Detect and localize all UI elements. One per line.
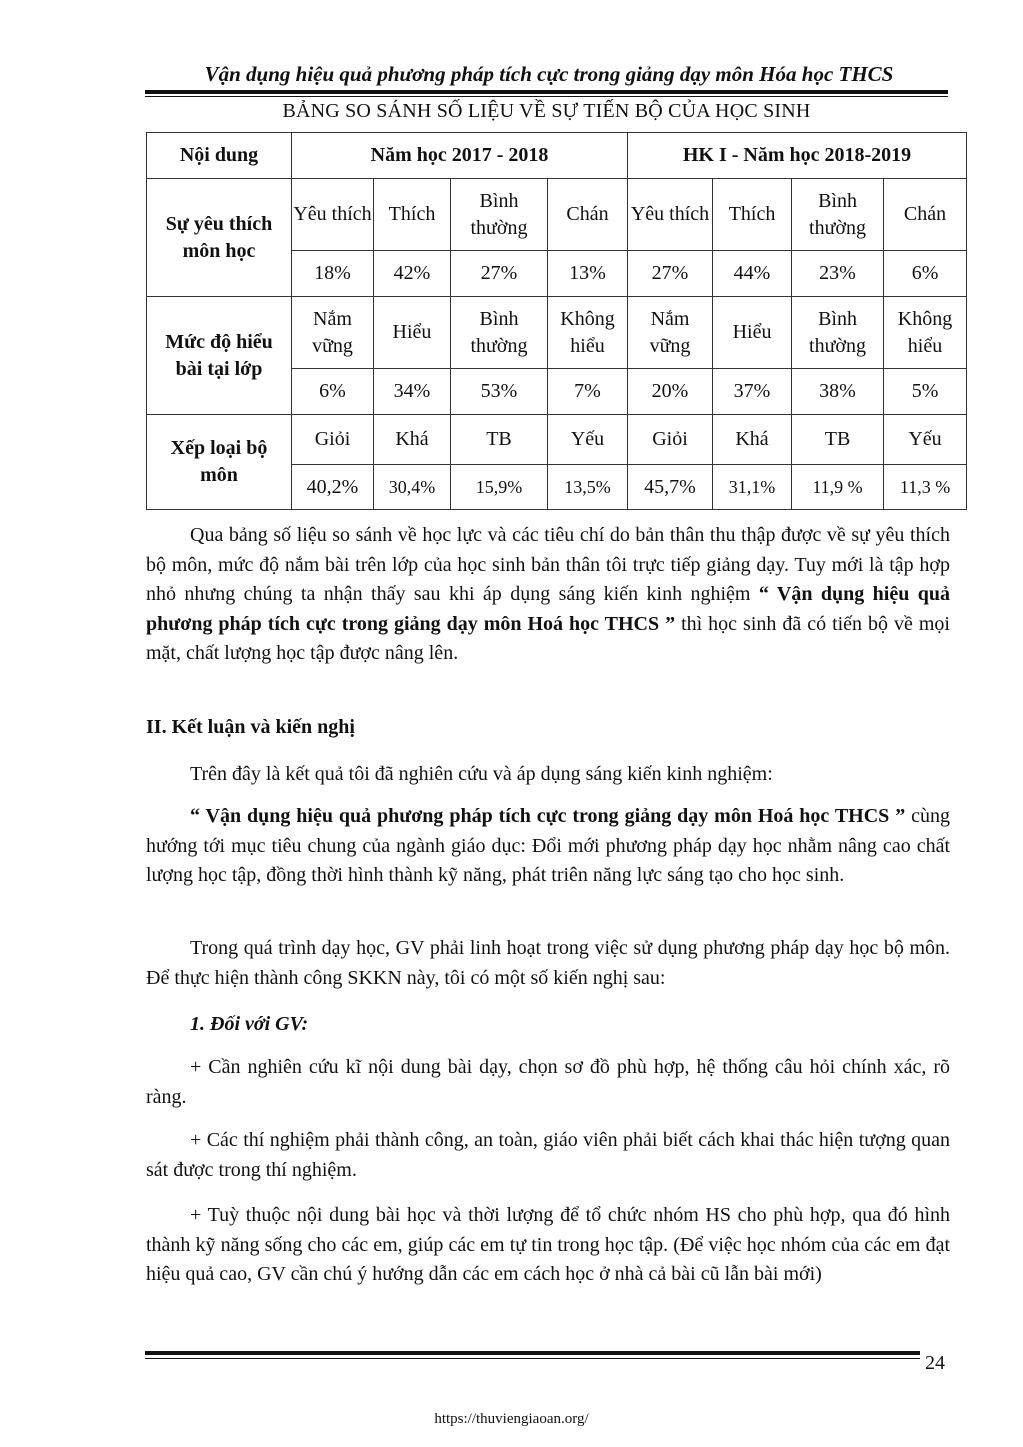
cell-category: Yêu thích [292, 179, 374, 251]
cell-category: Bình thường [792, 179, 884, 251]
cell-category: Yêu thích [628, 179, 713, 251]
paragraph-process: Trong quá trình dạy học, GV phải linh hoạt trong việc sử dụng phương pháp dạy học bộ môn. Để thực hiện thành công SKKN này, tôi có một số kiến nghị sau: [146, 937, 950, 989]
footer-rule [145, 1351, 920, 1355]
cell-category: Thích [374, 179, 451, 251]
cell-category: TB [792, 415, 884, 465]
cell-value: 45,7% [628, 465, 713, 510]
cell-category: Bình thường [792, 297, 884, 369]
row-label-interest: Sự yêu thích môn học [147, 179, 292, 297]
cell-category: Nắm vững [292, 297, 374, 369]
cell-value: 44% [713, 251, 792, 297]
paragraph-goal: “ Vận dụng hiệu quả phương pháp tích cực trong giảng dạy môn Hoá học THCS ” cùng hướng tới mục tiêu chung của ngành giáo dục: Đổi mới phương pháp dạy học nhằm nâng cao chất lượng học tập, đồng thời hình thành kỹ năng, phát triên năng lực sáng tạo cho học sinh. [146, 805, 950, 886]
footer-rule-thin [145, 1358, 920, 1359]
cell-value: 5% [884, 369, 967, 415]
cell-category: Bình thường [451, 179, 548, 251]
cell-value: 11,9 % [792, 465, 884, 510]
row-label-grade: Xếp loại bộ môn [147, 415, 292, 510]
header-rule-thin [145, 96, 948, 97]
running-header: Vận dụng hiệu quả phương pháp tích cực trong giảng dạy môn Hóa học THCS [204, 62, 894, 86]
cell-value: 27% [451, 251, 548, 297]
cell-category: Giỏi [292, 415, 374, 465]
cell-category: Chán [884, 179, 967, 251]
cell-category: Khá [374, 415, 451, 465]
page-number: 24 [925, 1352, 945, 1374]
cell-category: TB [451, 415, 548, 465]
cell-category: Khá [713, 415, 792, 465]
cell-category: Yếu [884, 415, 967, 465]
cell-category: Yếu [548, 415, 628, 465]
cell-value: 13,5% [548, 465, 628, 510]
cell-value: 30,4% [374, 465, 451, 510]
cell-value: 53% [451, 369, 548, 415]
col-header-content: Nội dung [147, 133, 292, 179]
cell-category: Bình thường [451, 297, 548, 369]
cell-value: 7% [548, 369, 628, 415]
cell-value: 18% [292, 251, 374, 297]
cell-value: 42% [374, 251, 451, 297]
header-rule [145, 90, 948, 94]
source-url[interactable]: https://thuviengiaoan.org/ [434, 1411, 589, 1427]
cell-value: 15,9% [451, 465, 548, 510]
cell-value: 13% [548, 251, 628, 297]
cell-value: 37% [713, 369, 792, 415]
cell-value: 20% [628, 369, 713, 415]
comparison-table [146, 132, 967, 510]
cell-category: Giỏi [628, 415, 713, 465]
paragraph-intro: Trên đây là kết quả tôi đã nghiên cứu và áp dụng sáng kiến kinh nghiệm: [190, 763, 773, 785]
cell-category: Không hiểu [884, 297, 967, 369]
cell-category: Thích [713, 179, 792, 251]
cell-value: 27% [628, 251, 713, 297]
paragraph-summary: Qua bảng số liệu so sánh về học lực và các tiêu chí do bản thân thu thập được về sự yêu thích bộ môn, mức độ nắm bài trên lớp của học sinh bản thân tôi trực tiếp giảng dạy. Tuy mới là tập hợp nhỏ nhưng chúng ta nhận thấy sau khi áp dụng sáng kiến kinh nghiệm “ Vận dụng hiệu quả phương pháp tích cực trong giảng dạy môn Hoá học THCS ” thì học sinh đã có tiến bộ về mọi mặt, chất lượng học tập được nâng lên. [146, 524, 950, 664]
col-group-hk1-2018-2019: HK I - Năm học 2018-2019 [628, 133, 967, 179]
cell-category: Hiểu [713, 297, 792, 369]
table-caption: BẢNG SO SÁNH SỐ LIỆU VỀ SỰ TIẾN BỘ CỦA HỌC SINH [282, 100, 811, 122]
col-group-2017-2018: Năm học 2017 - 2018 [292, 133, 628, 179]
cell-value: 23% [792, 251, 884, 297]
cell-value: 11,3 % [884, 465, 967, 510]
cell-category: Nắm vững [628, 297, 713, 369]
cell-category: Hiểu [374, 297, 451, 369]
recommendation-item: + Tuỳ thuộc nội dung bài học và thời lượng để tổ chức nhóm HS cho phù hợp, qua đó hình thành kỹ năng sống cho các em, giúp các em tự tin trong học tập. (Để việc học nhóm của các em đạt hiệu quả cao, GV cần chú ý hướng dẫn các em cách học ở nhà cả bài cũ lẫn bài mới) [146, 1204, 950, 1285]
cell-value: 6% [292, 369, 374, 415]
cell-value: 34% [374, 369, 451, 415]
recommendation-item: + Các thí nghiệm phải thành công, an toàn, giáo viên phải biết cách khai thác hiện tượng quan sát được trong thí nghiệm. [146, 1129, 950, 1181]
cell-category: Không hiểu [548, 297, 628, 369]
cell-value: 40,2% [292, 465, 374, 510]
cell-category: Chán [548, 179, 628, 251]
cell-value: 31,1% [713, 465, 792, 510]
recommendation-item: + Cần nghiên cứu kĩ nội dung bài dạy, chọn sơ đồ phù hợp, hệ thống câu hỏi chính xác, rõ ràng. [146, 1056, 950, 1108]
subheading-teacher: 1. Đối với GV: [190, 1013, 309, 1035]
cell-value: 6% [884, 251, 967, 297]
section-heading: II. Kết luận và kiến nghị [146, 716, 355, 738]
row-label-understanding: Mức độ hiểu bài tại lớp [147, 297, 292, 415]
cell-value: 38% [792, 369, 884, 415]
